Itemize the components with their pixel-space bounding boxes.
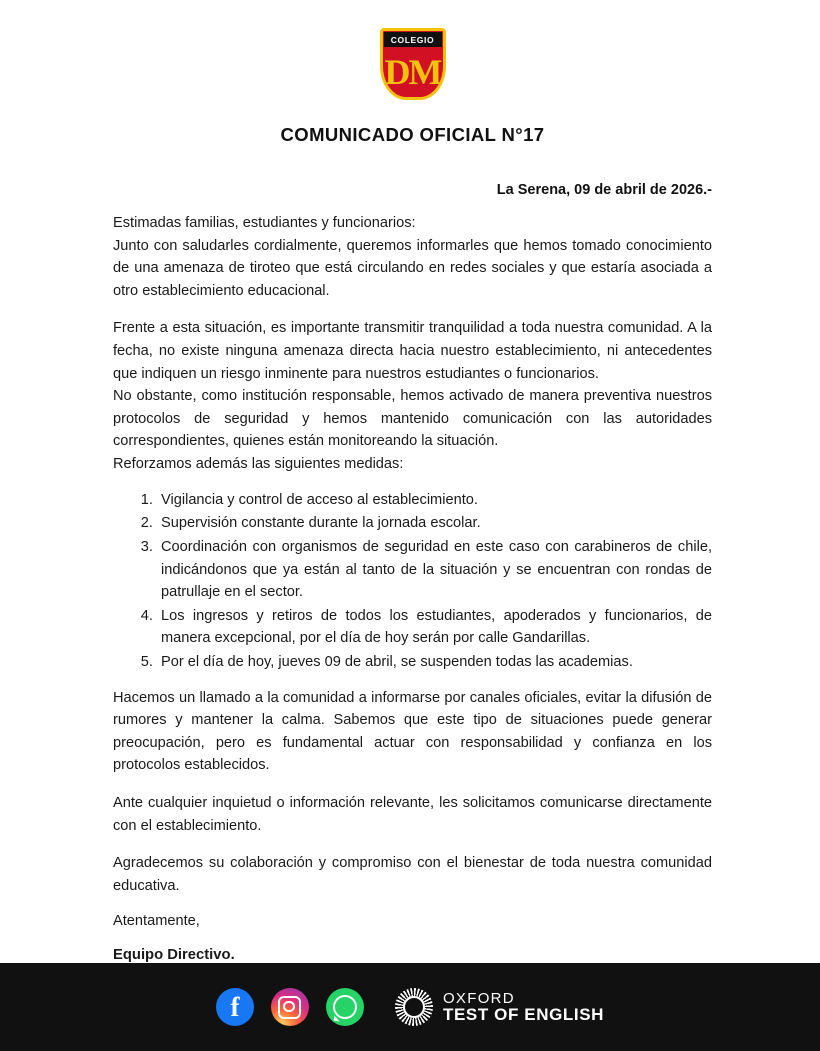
oxford-test-of-english-logo	[395, 988, 604, 1026]
whatsapp-icon[interactable]	[326, 988, 364, 1026]
crest-band	[384, 32, 442, 47]
facebook-icon[interactable]	[216, 988, 254, 1026]
crest-letters: DM	[384, 51, 441, 92]
school-logo	[113, 28, 712, 100]
farewell: Atentamente,	[113, 913, 200, 930]
body-paragraph-3: No obstante, como institución responsable, hemos activado de manera preventiva nuestros protocolos de seguridad y hemos mantenido comunicación con las autoridades correspondientes, quienes están monitoreando la situación.	[113, 388, 712, 450]
oxford-wordmark	[443, 991, 604, 1025]
oxford-line-2: TEST OF ENGLISH	[442, 1005, 605, 1025]
place-and-date: La Serena, 09 de abril de 2026.-	[496, 182, 712, 198]
crest-band-text: COLEGIO	[390, 34, 435, 45]
list-item: 1. Vigilancia y control de acceso al establecimiento.	[157, 489, 712, 512]
body-paragraph-1: Junto con saludarles cordialmente, queremos informarles que hemos tomado conocimiento de una amenaza de tiroteo que está circulando en redes sociales y que estaría asociada a otro establecimiento educacional.	[113, 237, 712, 299]
footer-bar	[0, 963, 820, 1051]
closing-paragraph-3: Agradecemos su colaboración y compromiso con el bienestar de toda nuestra comunidad educativa.	[113, 855, 712, 894]
oxford-seal-icon	[395, 988, 433, 1026]
salutation: Estimadas familias, estudiantes y funcionarios:	[113, 215, 416, 231]
body-paragraph-4: Reforzamos además las siguientes medidas:	[113, 456, 404, 473]
closing-paragraph-2: Ante cualquier inquietud o información relevante, les solicitamos comunicarse directamente con el establecimiento.	[113, 795, 712, 834]
page-title: COMUNICADO OFICIAL N°17	[280, 124, 545, 145]
list-item: 5. Por el día de hoy, jueves 09 de abril, se suspenden todas las academias.	[157, 651, 712, 674]
list-item: 4. Los ingresos y retiros de todos los estudiantes, apoderados y funcionarios, de manera excepcional, por el día de hoy serán por calle Gandarillas.	[157, 605, 712, 650]
signature: Equipo Directivo.	[113, 947, 235, 964]
instagram-icon[interactable]	[271, 988, 309, 1026]
body-paragraph-2: Frente a esta situación, es importante transmitir tranquilidad a toda nuestra comunidad. A la fecha, no existe ninguna amenaza directa hacia nuestro establecimiento, ni antecedentes que indiquen un riesgo inminente para nuestros estudiantes o funcionarios.	[113, 320, 712, 382]
whatsapp-glyph	[333, 995, 357, 1019]
list-item: 3. Coordinación con organismos de seguridad en este caso con carabineros de chile, indicándonos que ya están al tanto de la situación y se encuentran con rondas de patrullaje en el sector.	[157, 536, 712, 604]
oxford-line-1: OXFORD	[442, 989, 515, 1007]
measures-list	[113, 489, 712, 674]
list-item: 2. Supervisión constante durante la jornada escolar.	[157, 512, 712, 535]
instagram-glyph	[278, 996, 301, 1019]
facebook-glyph: f	[230, 991, 240, 1022]
closing-paragraph-1: Hacemos un llamado a la comunidad a informarse por canales oficiales, evitar la difusión de rumores y mantener la calma. Sabemos que este tipo de situaciones puede generar preocupación, pero es fundamental actuar con responsabilidad y confianza en los protocolos establecidos.	[113, 689, 712, 774]
crest-icon	[380, 28, 446, 100]
